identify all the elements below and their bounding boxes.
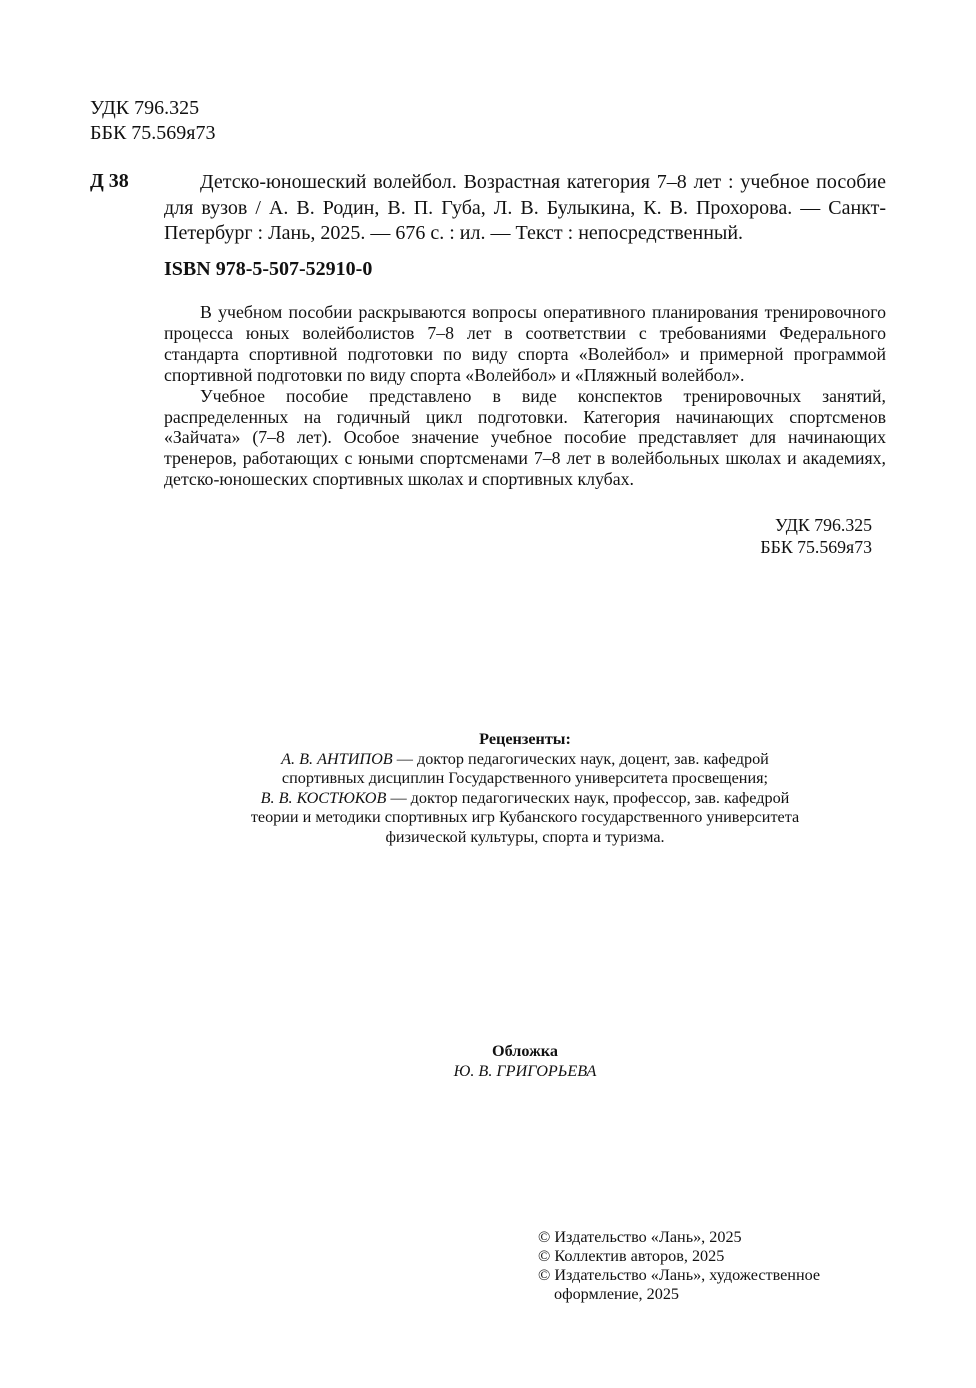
reviewer-name: А. В. АНТИПОВ: [281, 749, 393, 768]
isbn: ISBN 978-5-507-52910-0: [164, 258, 373, 280]
cover-designer: Ю. В. ГРИГОРЬЕВА: [453, 1061, 597, 1080]
classification-block: [90, 96, 216, 146]
abstract-paragraph: В учебном пособии раскрываются вопросы оперативного планирования тренировочного процесса юных волейболистов 7–8 лет в соответствии с требованиями Федерального стандарта спортивной подготовки по виду спорта «Волейбол» и примерной программой спортивной подготовки по виду спорта «Волейбол» и «Пляжный волейбол».: [164, 302, 886, 385]
bbk-code: ББК 75.569я73: [90, 122, 216, 144]
copyright-block: [538, 1228, 858, 1304]
reviewer-2: [164, 789, 886, 809]
cover-heading: Обложка: [492, 1042, 558, 1060]
reviewer-desc: — доктор педагогических наук, доцент, зав. кафедрой: [392, 749, 769, 768]
author-code: Д 38: [90, 170, 129, 192]
abstract: [164, 302, 886, 490]
reviewer-desc: спортивных дисциплин Государственного университета просвещения;: [281, 769, 769, 787]
bbk-code: ББК 75.569я73: [760, 537, 872, 557]
bibliographic-record: Детско-юношеский волейбол. Возрастная категория 7–8 лет : учебное пособие для вузов / А. В. Родин, В. П. Губа, Л. В. Булыкина, К. В. Прохорова. — Санкт-Петербург : Лань, 2025. — 676 с. : ил. — Текст : непосредственный.: [164, 171, 886, 244]
udk-code: УДК 796.325: [90, 97, 200, 119]
copyright-line: © Издательство «Лань», художественное оформление, 2025: [538, 1266, 821, 1303]
copyright-line: © Издательство «Лань», 2025: [538, 1228, 742, 1246]
copyright-line: © Коллектив авторов, 2025: [538, 1247, 725, 1265]
reviewer-1: [164, 750, 886, 770]
classification-block-right: [672, 514, 872, 558]
reviewer-desc: теории и методики спортивных игр Кубанского государственного университета: [250, 808, 800, 826]
reviewers-block: [164, 730, 886, 847]
reviewers-heading: Рецензенты:: [479, 730, 571, 748]
cover-credit: [164, 1042, 886, 1081]
reviewer-name: В. В. КОСТЮКОВ: [260, 788, 387, 807]
reviewer-desc: физической культуры, спорта и туризма.: [385, 827, 665, 846]
reviewer-desc: — доктор педагогических наук, профессор, зав. кафедрой: [386, 788, 790, 807]
udk-code: УДК 796.325: [774, 515, 872, 535]
abstract-paragraph: Учебное пособие представлено в виде конспектов тренировочных занятий, распределенных на годичный цикл подготовки. Категория начинающих спортсменов «Зайчата» (7–8 лет). Особое значение учебное пособие представляет для начинающих тренеров, работающих с юными спортсменами 7–8 лет в волейбольных школах и академиях, детско-юношеских спортивных школах и спортивных клубах.: [164, 385, 886, 490]
